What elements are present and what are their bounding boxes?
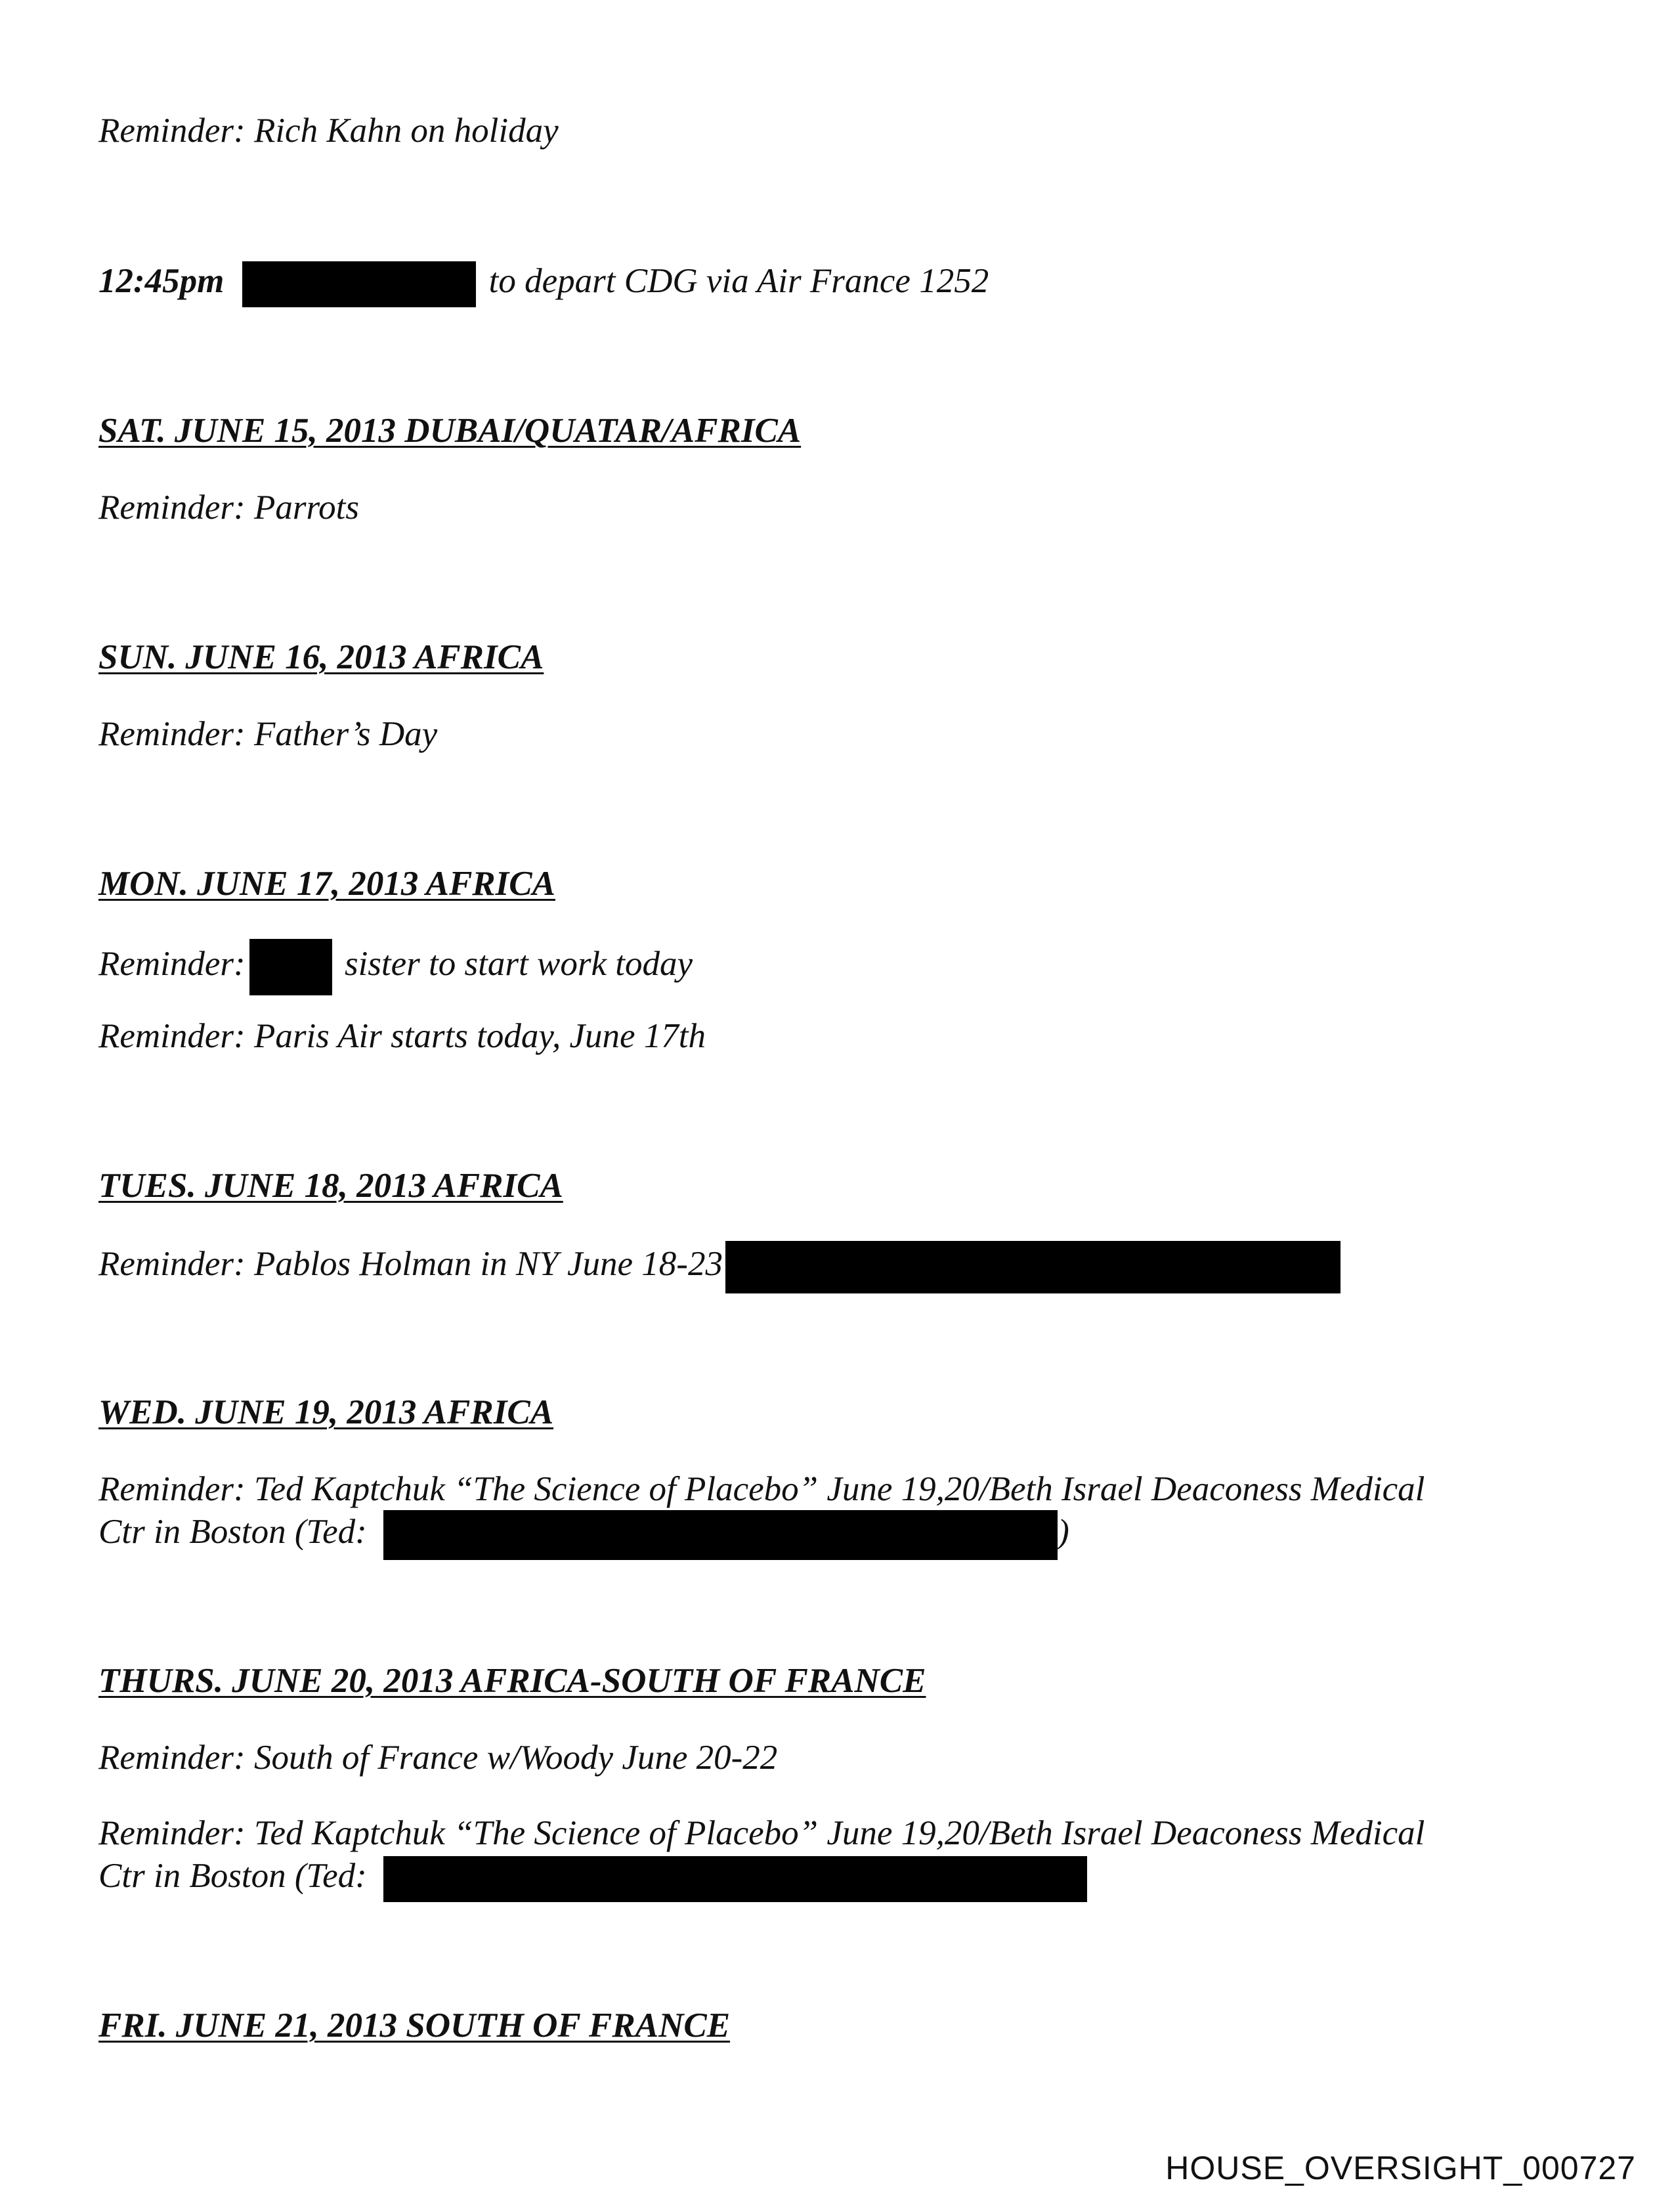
reminder-south-of-france: [98, 1736, 777, 1779]
date-heading-sun: SUN. JUNE 16, 2013 AFRICA: [98, 638, 544, 676]
reminder-text: Reminder: Ted Kaptchuk “The Science of Placebo” June 19,20/Beth Israel Deaconess Medical: [98, 1814, 1425, 1852]
reminder-placebo-line1: [98, 1467, 1425, 1511]
date-heading-wed: WED. JUNE 19, 2013 AFRICA: [98, 1393, 554, 1431]
reminder-text: Reminder: South of France w/Woody June 20-22: [98, 1739, 778, 1777]
redaction-bar: [242, 261, 476, 307]
date-heading-sat: SAT. JUNE 15, 2013 DUBAI/QUATAR/AFRICA: [98, 412, 802, 450]
redaction-bar: [249, 939, 332, 995]
reminder-parrots: [98, 486, 359, 529]
reminder-text: Reminder: Parrots: [98, 488, 359, 527]
reminder-text: Reminder: Ted Kaptchuk “The Science of Placebo” June 19,20/Beth Israel Deaconess Medical: [98, 1470, 1425, 1508]
reminder-pablos-holman: [98, 1241, 1341, 1293]
reminder-close: ): [1058, 1513, 1069, 1551]
date-heading-tue: TUES. JUNE 18, 2013 AFRICA: [98, 1167, 563, 1205]
reminder-text: Reminder: Pablos Holman in NY June 18-23: [98, 1245, 723, 1284]
redaction-bar: [383, 1856, 1087, 1902]
reminder-paris-air: [98, 1014, 706, 1058]
reminder-suffix: sister to start work today: [335, 945, 693, 984]
reminder-fathers-day: [98, 712, 437, 756]
departure-entry: [98, 259, 989, 307]
reminder-sister-work: [98, 939, 693, 995]
reminder-text: Reminder: Paris Air starts today, June 17th: [98, 1017, 706, 1055]
reminder-placebo-line2: [98, 1510, 1069, 1560]
reminder-text: Reminder: Rich Kahn on holiday: [98, 112, 559, 150]
bates-number: HOUSE_OVERSIGHT_000727: [1165, 2150, 1636, 2186]
reminder-rich-kahn: [98, 109, 559, 152]
reminder-text: Ctr in Boston (Ted:: [98, 1513, 376, 1551]
date-heading-fri: FRI. JUNE 21, 2013 SOUTH OF FRANCE: [98, 2006, 731, 2045]
redaction-bar: [725, 1241, 1341, 1293]
date-heading-mon: MON. JUNE 17, 2013 AFRICA: [98, 865, 555, 903]
reminder-placebo-line1: [98, 1811, 1425, 1855]
redaction-bar: [383, 1510, 1058, 1560]
reminder-text: Ctr in Boston (Ted:: [98, 1857, 376, 1895]
date-heading-thu: THURS. JUNE 20, 2013 AFRICA-SOUTH OF FRANCE: [98, 1662, 926, 1700]
departure-text: to depart CDG via Air France 1252: [488, 262, 989, 300]
reminder-prefix: Reminder:: [98, 945, 246, 984]
departure-time: 12:45pm: [98, 262, 225, 300]
reminder-text: Reminder: Father’s Day: [98, 715, 438, 753]
reminder-placebo-line2: [98, 1854, 1087, 1902]
